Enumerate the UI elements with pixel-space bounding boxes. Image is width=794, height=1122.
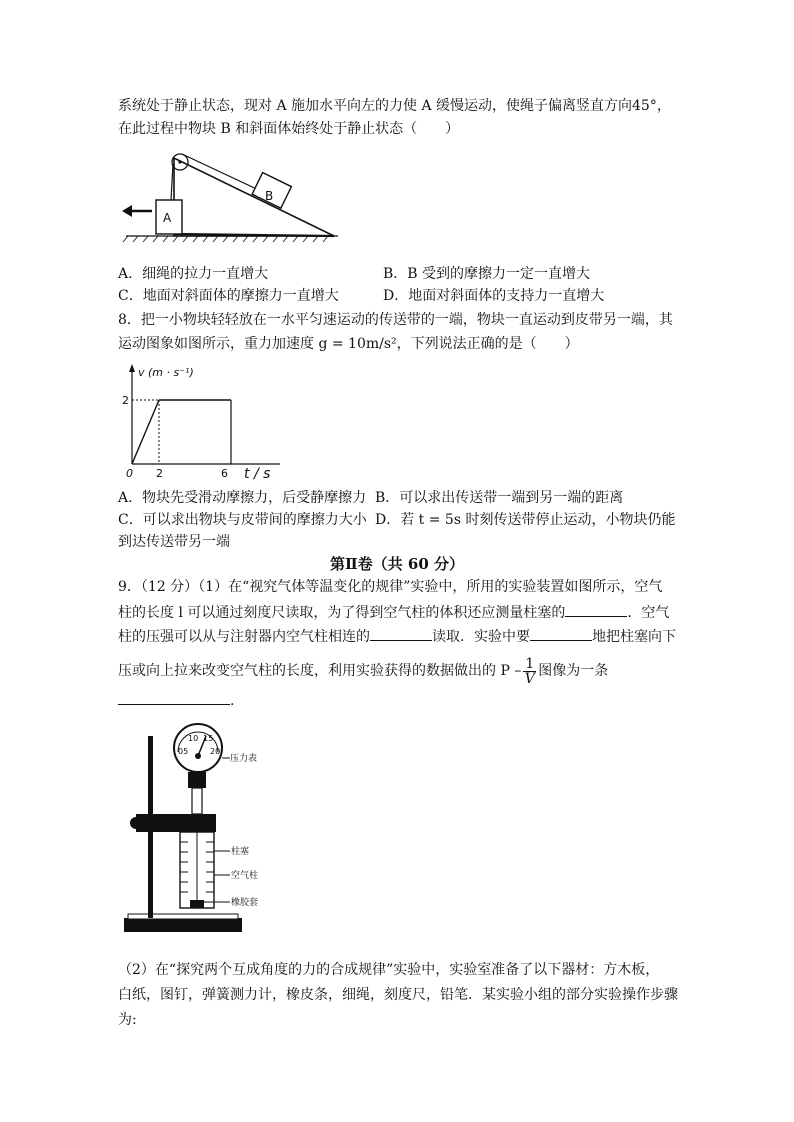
- q9-text-line-2: [118, 602, 669, 623]
- answer-blank-1[interactable]: [565, 602, 627, 617]
- graph-origin: 0: [126, 467, 133, 480]
- q7-option-a[interactable]: A．细绳的拉力一直增大: [118, 266, 269, 282]
- q9-line-3-part-b: 读取．实验中要: [432, 629, 530, 645]
- q9-text-line-3: [118, 626, 676, 647]
- fraction-numerator: 1: [525, 655, 535, 672]
- label-block-b: B: [265, 189, 274, 203]
- answer-blank-3[interactable]: [530, 626, 592, 641]
- q7-option-c[interactable]: C．地面对斜面体的摩擦力一直增大: [118, 288, 339, 304]
- q9-text-line-5: [118, 690, 234, 711]
- label-rubber-cap: 橡胶套: [231, 898, 259, 908]
- q9-line-5-period: .: [230, 693, 235, 709]
- q9-line-2-part-b: ．空气: [627, 605, 670, 621]
- incline-figure: [118, 148, 348, 248]
- graph-x-label: t / s: [244, 466, 271, 482]
- graph-tick-x-2: 2: [156, 467, 163, 480]
- q8-option-c[interactable]: C．可以求出物块与皮带间的摩擦力大小: [118, 512, 367, 528]
- q7-option-b[interactable]: B．B 受到的摩擦力一定一直增大: [383, 266, 591, 282]
- q9-line-2-part-a: 柱的长度 l 可以通过刻度尺读取，为了得到空气柱的体积还应测量柱塞的: [118, 605, 566, 621]
- graph-tick-y-2: 2: [122, 394, 129, 407]
- q9-line-3-part-c: 地把柱塞向下: [592, 629, 676, 645]
- label-pressure-gauge: 压力表: [230, 754, 258, 764]
- dial-20: 20: [210, 747, 221, 756]
- label-block-a: A: [163, 211, 172, 225]
- fraction-denominator: V: [524, 670, 535, 687]
- q8-option-d[interactable]: D．若 t = 5s 时刻传送带停止运动，小物块仍能: [375, 512, 676, 528]
- q8-text-line-2: 运动图象如图所示，重力加速度 g = 10m/s²，下列说法正确的是（ ）: [118, 336, 579, 352]
- q9-text-line-4: [118, 656, 608, 686]
- q7-text-line-1: 系统处于静止状态，现对 A 施加水平向左的力使 A 缓慢运动，使绳子偏离竖直方向45°，: [118, 98, 671, 114]
- q7-option-d[interactable]: D．地面对斜面体的支持力一直增大: [383, 288, 605, 304]
- q9-part2-line-3: 为:: [118, 1012, 137, 1028]
- velocity-time-graph: [118, 364, 288, 482]
- answer-blank-2[interactable]: [370, 626, 432, 641]
- answer-blank-4[interactable]: [118, 690, 230, 705]
- dial-15: 15: [203, 734, 214, 743]
- syringe-apparatus-figure: [118, 722, 288, 940]
- q9-line-4-part-b: 图像为一条: [538, 663, 609, 679]
- section-title: 第Ⅱ卷（共 60 分）: [330, 555, 464, 573]
- graph-y-label: v (m · s⁻¹): [138, 366, 194, 379]
- label-air-column: 空气柱: [231, 871, 259, 881]
- graph-tick-x-6: 6: [221, 467, 228, 480]
- q8-option-b[interactable]: B．可以求出传送带一端到另一端的距离: [375, 490, 624, 506]
- q8-text-line-1: 8．把一小物块轻轻放在一水平匀速运动的传送带的一端，物块一直运动到皮带另一端，其: [118, 312, 673, 328]
- label-plunger: 柱塞: [231, 847, 250, 857]
- q9-part2-line-1: （2）在“探究两个互成角度的力的合成规律”实验中，实验室准备了以下器材：方木板，: [118, 962, 660, 978]
- q8-option-a[interactable]: A．物块先受滑动摩擦力，后受静摩擦力: [118, 490, 367, 506]
- q7-text-line-2: 在此过程中物块 B 和斜面体始终处于静止状态（ ）: [118, 121, 460, 137]
- q8-option-d-continued: 到达传送带另一端: [118, 534, 230, 550]
- fraction-1-over-v: [523, 657, 536, 686]
- dial-10: 10: [188, 734, 199, 743]
- q9-line-4-part-a: 压或向上拉来改变空气柱的长度，利用实验获得的数据做出的 P –: [118, 663, 522, 679]
- q9-part2-line-2: 白纸，图钉，弹簧测力计，橡皮条，细绳，刻度尺，铅笔．某实验小组的部分实验操作步骤: [118, 987, 678, 1003]
- q9-line-3-part-a: 柱的压强可以从与注射器内空气柱相连的: [118, 629, 370, 645]
- q9-text-line-1: 9．（12 分）（1）在“视究气体等温变化的规律”实验中，所用的实验装置如图所示，空气: [118, 579, 663, 595]
- dial-05: 05: [178, 747, 189, 756]
